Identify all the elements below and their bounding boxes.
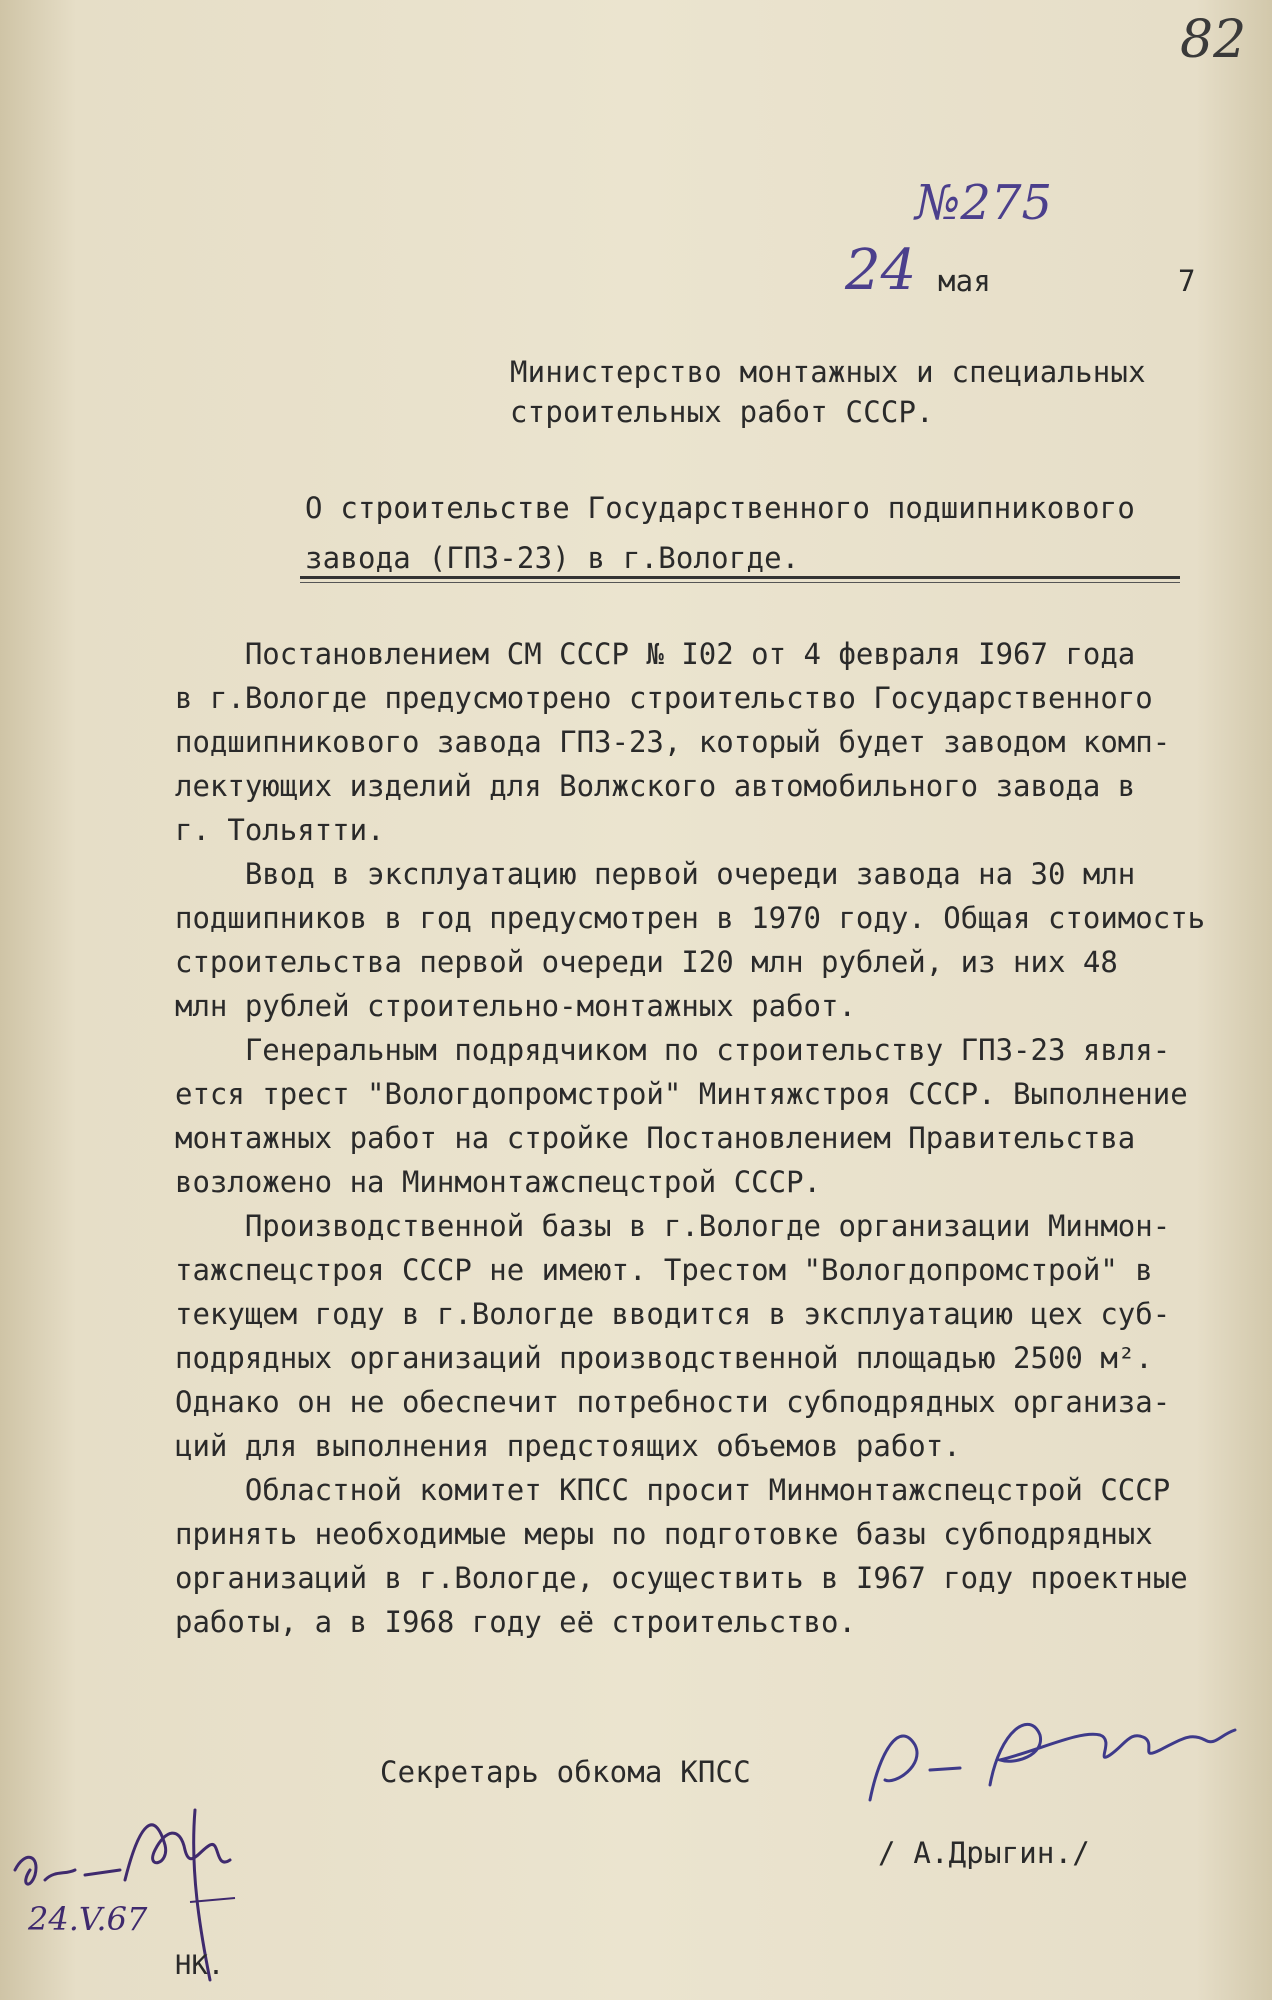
body-line: Однако он не обеспечит потребности субподрядных организа- [175, 1385, 1171, 1419]
body-line: текущем году в г.Вологде вводится в эксплуатацию цех суб- [175, 1297, 1171, 1331]
margin-note-date: 24.V.67 [28, 1900, 148, 1938]
body-line: ций для выполнения предстоящих объемов работ. [175, 1429, 961, 1463]
body-line: монтажных работ на стройке Постановлением Правительства [175, 1121, 1136, 1155]
registration-number: №275 [915, 175, 1053, 231]
body-line: Ввод в эксплуатацию первой очереди завода на 30 млн [175, 857, 1136, 891]
date-year: 7 [1178, 264, 1196, 298]
body-line: ется трест "Вологдопромстрой" Минтяжстроя СССР. Выполнение [175, 1077, 1188, 1111]
body-line: в г.Вологде предусмотрено строительство Государственного [175, 681, 1153, 715]
body-line: Областной комитет КПСС просит Минмонтажспецстрой СССР [175, 1473, 1171, 1507]
body-line: Производственной базы в г.Вологде организации Минмон- [175, 1209, 1171, 1243]
body-line: лектующих изделий для Волжского автомобильного завода в [175, 769, 1136, 803]
date-day: 24 [845, 238, 917, 303]
body-line: Генеральным подрядчиком по строительству ГПЗ-23 явля- [175, 1033, 1171, 1067]
body-line: работы, а в I968 году её строительство. [175, 1605, 856, 1639]
body-line: г. Тольятти. [175, 813, 385, 847]
addressee-line: Министерство монтажных и специальных [510, 355, 1146, 389]
subject-line: О строительстве Государственного подшипникового [305, 491, 1135, 525]
addressee-line: строительных работ СССР. [510, 395, 934, 429]
letter-body [175, 632, 1255, 1644]
margin-note-scribble [5, 1790, 275, 1990]
date-month: мая [938, 264, 991, 298]
body-line: подшипников в год предусмотрен в 1970 году. Общая стоимость [175, 901, 1206, 935]
signatory-title: Секретарь обкома КПСС [380, 1755, 751, 1789]
body-line: тажспецстроя СССР не имеют. Трестом "Вологдопромстрой" в [175, 1253, 1153, 1287]
typist-initials: НК. [175, 1950, 225, 1981]
subject-line: завода (ГПЗ-23) в г.Вологде. [305, 541, 800, 575]
body-line: млн рублей строительно-монтажных работ. [175, 989, 856, 1023]
addressee [510, 352, 1146, 432]
signatory-name: / А.Дрыгин./ [878, 1836, 1090, 1870]
body-line: возложено на Минмонтажспецстрой СССР. [175, 1165, 822, 1199]
body-line: организаций в г.Вологде, осуществить в I967 году проектные [175, 1561, 1188, 1595]
subject [305, 483, 1135, 583]
body-line: Постановлением СМ СССР № I02 от 4 февраля I967 года [175, 637, 1136, 671]
subject-underline [300, 576, 1180, 583]
body-line: принять необходимые меры по подготовке базы субподрядных [175, 1517, 1153, 1551]
body-line: подшипникового завода ГПЗ-23, который будет заводом комп- [175, 725, 1171, 759]
signature-scribble [840, 1690, 1260, 1820]
body-line: строительства первой очереди I20 млн рублей, из них 48 [175, 945, 1118, 979]
body-line: подрядных организаций производственной площадью 2500 м². [175, 1341, 1153, 1375]
archive-page-number: 82 [1180, 10, 1247, 70]
